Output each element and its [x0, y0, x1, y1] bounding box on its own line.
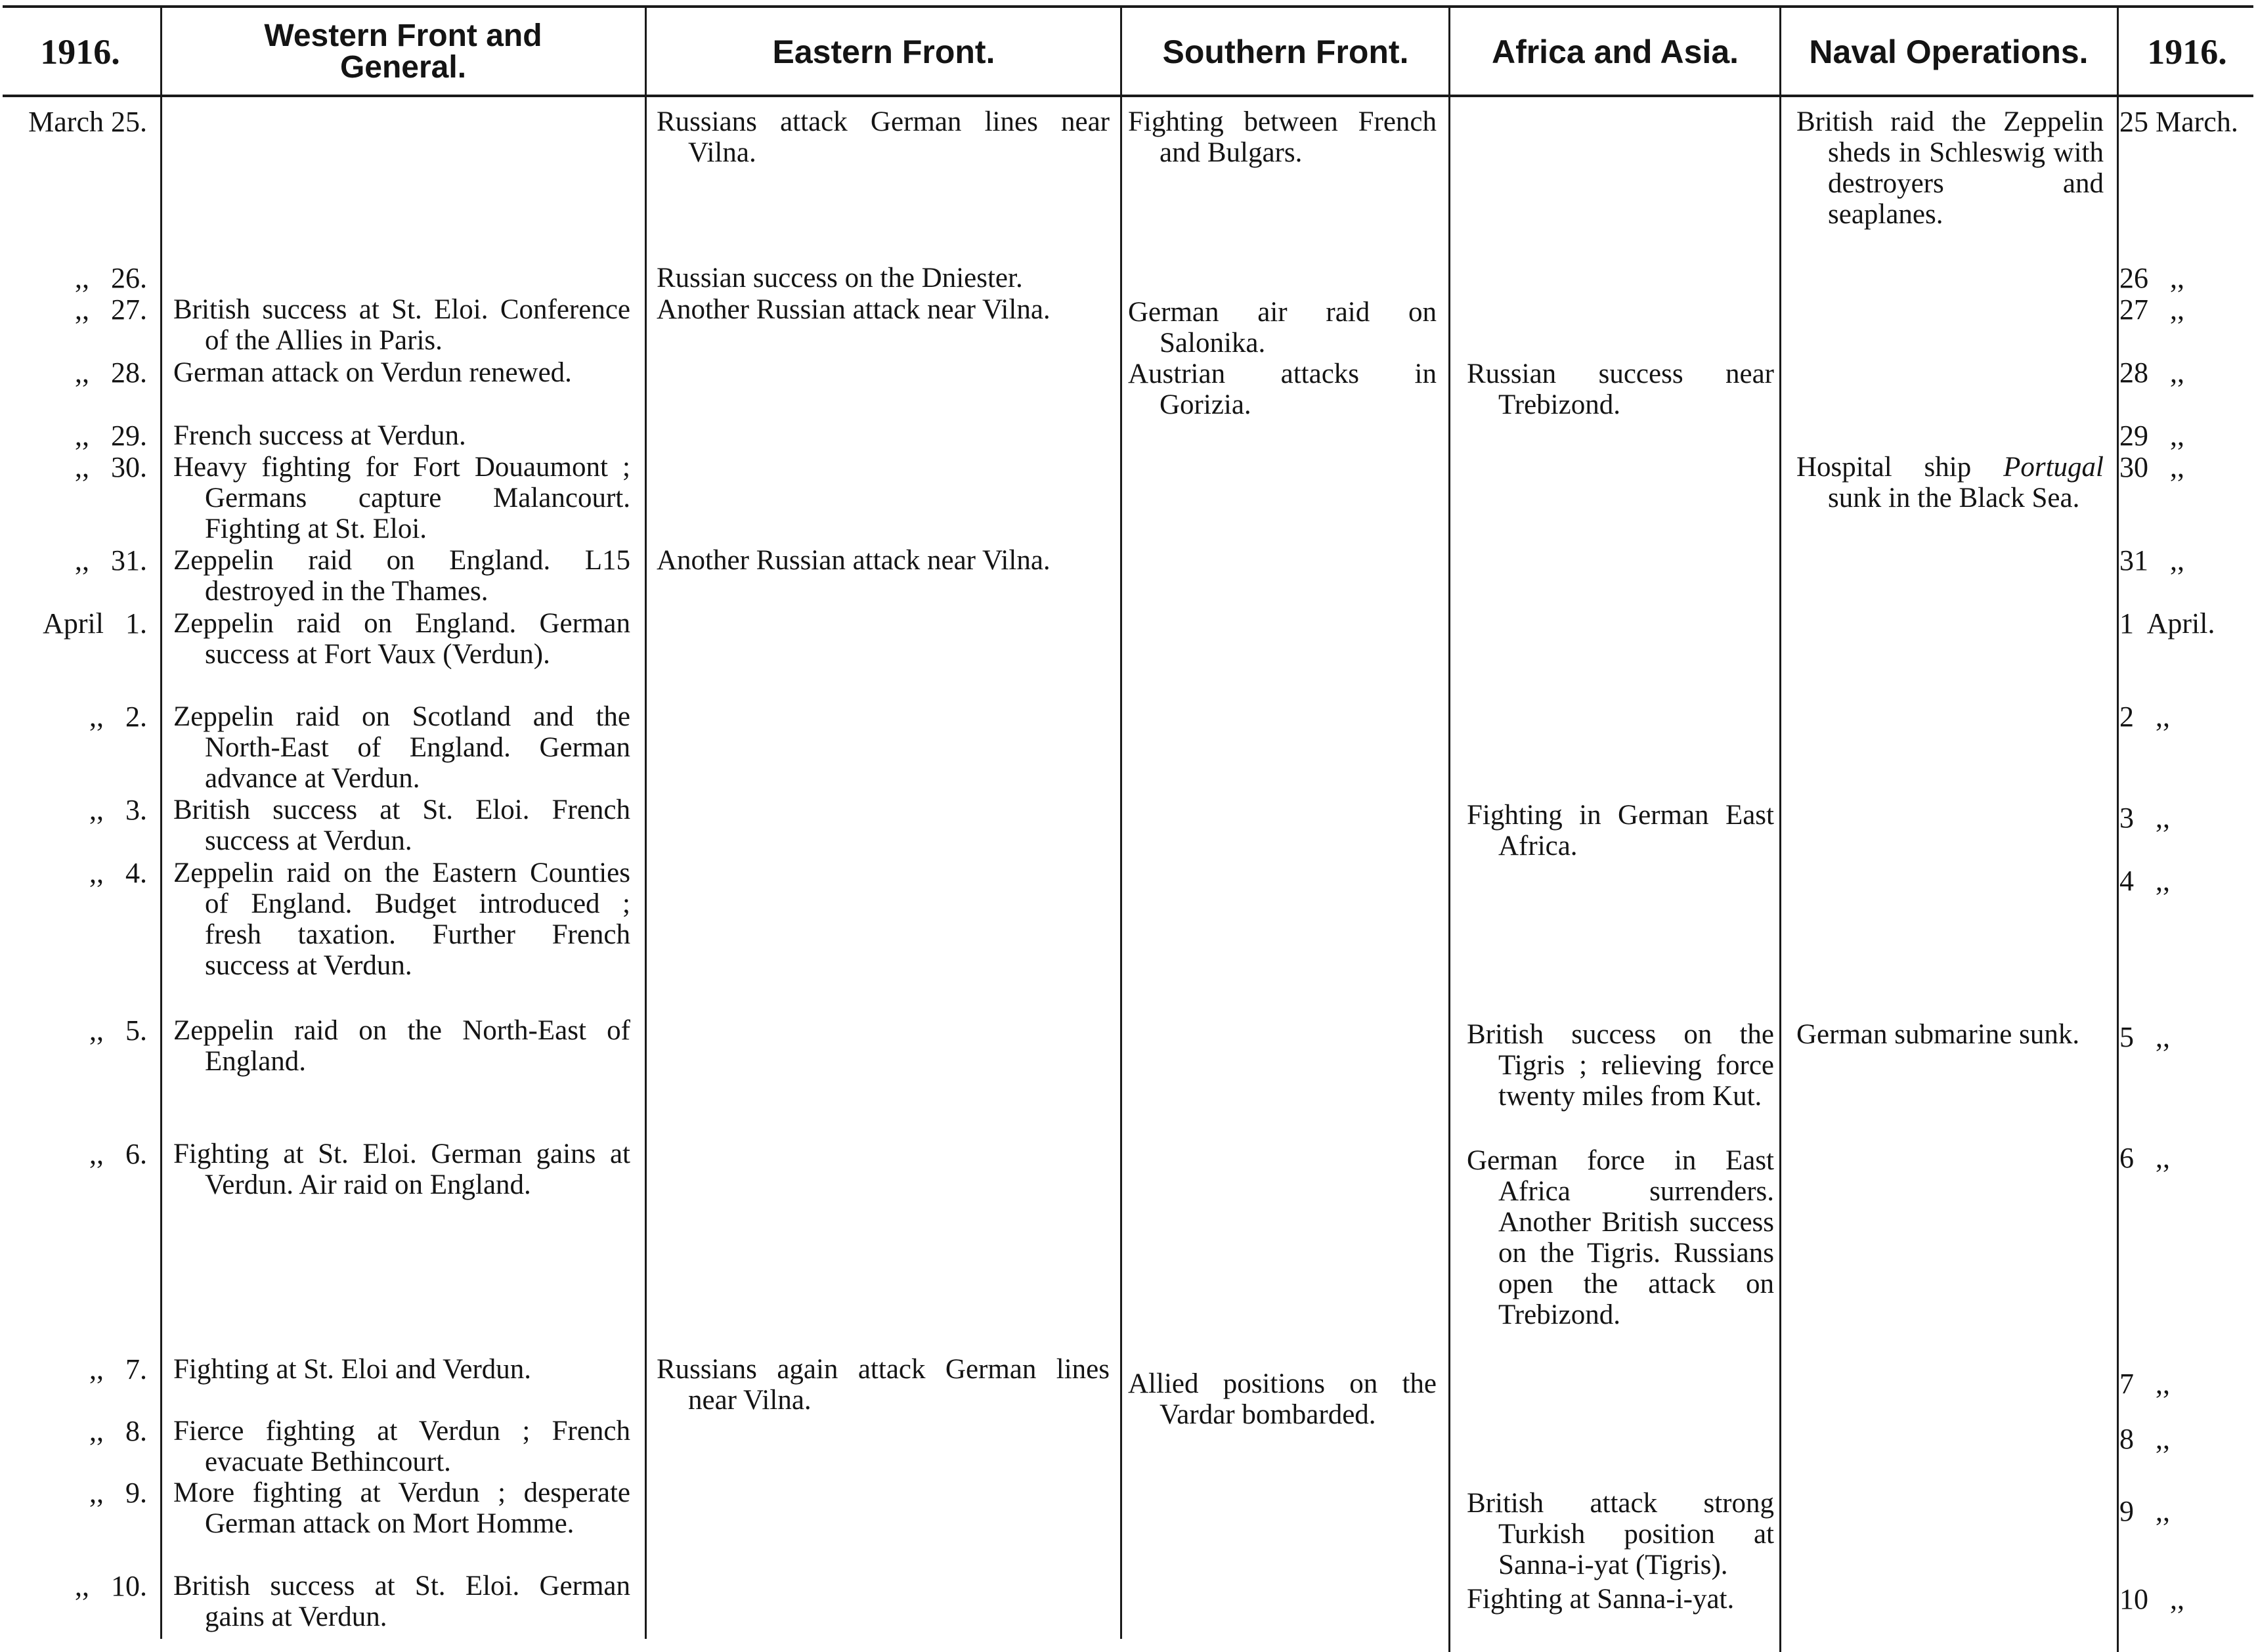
date-label-left: ,, 30.: [75, 451, 147, 483]
southern-entry: German air raid on Salonika.: [1128, 297, 1437, 359]
date-label-left: ,, 8.: [89, 1415, 147, 1447]
naval-entry: British raid the Zeppelin sheds in Schleswig with destroyers and seaplanes.: [1796, 106, 2104, 230]
western-entry: Zeppelin raid on the Eastern Counties of England. Budget introduced ; fresh taxation. Further French success at Verdun.: [173, 858, 630, 981]
eastern-entry: Russians again attack German lines near Vilna.: [657, 1354, 1110, 1416]
western-entry: Zeppelin raid on the North-East of England.: [173, 1015, 630, 1077]
date-label-left: ,, 3.: [89, 794, 147, 826]
western-entry: British success at St. Eloi. Conference of the Allies in Paris.: [173, 294, 630, 356]
africa-entry: Russian success near Trebizond.: [1467, 359, 1774, 420]
date-label-left: ,, 4.: [89, 857, 147, 889]
header-western-line2: General.: [339, 50, 467, 85]
column-rule-5: [1779, 5, 1781, 1652]
africa-entry: German force in East Africa surrenders. Another British success on the Tigris. Russians open the attack on Trebizond.: [1467, 1145, 1774, 1330]
header-rule: [3, 95, 2253, 97]
date-label-right: 7 ,,: [2119, 1368, 2170, 1400]
naval-entry: Hospital ship Portugal sunk in the Black Sea.: [1796, 452, 2104, 513]
date-label-right: 30 ,,: [2119, 451, 2184, 483]
column-rule-1: [160, 5, 162, 1639]
western-entry: German attack on Verdun renewed.: [173, 357, 572, 388]
southern-entry: Austrian attacks in Gorizia.: [1128, 359, 1437, 420]
header-eastern-front: Eastern Front.: [772, 33, 995, 70]
date-label-right: 8 ,,: [2119, 1423, 2170, 1455]
date-label-right: 1 April.: [2119, 607, 2215, 640]
header-year-left: 1916.: [40, 32, 120, 72]
header-naval-operations: Naval Operations.: [1809, 33, 2089, 70]
eastern-entry: Another Russian attack near Vilna.: [657, 545, 1051, 576]
date-label-right: 29 ,,: [2119, 420, 2184, 452]
western-entry: French success at Verdun.: [173, 420, 466, 451]
date-label-right: 3 ,,: [2119, 802, 2170, 834]
column-rule-3: [1120, 5, 1122, 1639]
eastern-entry: Another Russian attack near Vilna.: [657, 294, 1051, 325]
header-southern-front: Southern Front.: [1162, 33, 1409, 70]
header-africa-asia: Africa and Asia.: [1491, 33, 1739, 70]
africa-entry: British attack strong Turkish position at Sanna-i-yat (Tigris).: [1467, 1488, 1774, 1580]
date-label-right: 25 March.: [2119, 106, 2238, 138]
date-label-left: ,, 28.: [75, 357, 147, 389]
date-label-right: 27 ,,: [2119, 293, 2184, 326]
western-entry: More fighting at Verdun ; desperate German attack on Mort Homme.: [173, 1477, 630, 1539]
africa-entry: British success on the Tigris ; relieving force twenty miles from Kut.: [1467, 1019, 1774, 1112]
date-label-left: ,, 7.: [89, 1353, 147, 1385]
western-entry: Zeppelin raid on England. L15 destroyed in the Thames.: [173, 545, 630, 607]
date-label-left: ,, 5.: [89, 1014, 147, 1047]
date-label-right: 26 ,,: [2119, 262, 2184, 294]
column-rule-4: [1448, 5, 1450, 1652]
date-label-right: 28 ,,: [2119, 357, 2184, 389]
western-entry: Fierce fighting at Verdun ; French evacuate Bethincourt.: [173, 1416, 630, 1477]
africa-entry: Fighting at Sanna-i-yat.: [1467, 1584, 1735, 1615]
eastern-entry: Russian success on the Dniester.: [657, 263, 1023, 293]
header-western-front: [162, 13, 645, 91]
date-label-right: 5 ,,: [2119, 1021, 2170, 1053]
header-year-right: 1916.: [2147, 32, 2227, 72]
date-label-left: ,, 6.: [89, 1138, 147, 1170]
western-entry: British success at St. Eloi. French success at Verdun.: [173, 794, 630, 856]
date-label-left: March 25.: [28, 106, 147, 138]
naval-entry: German submarine sunk.: [1796, 1019, 2080, 1050]
date-label-left: ,, 2.: [89, 701, 147, 733]
date-label-left: ,, 26.: [75, 262, 147, 294]
date-label-right: 10 ,,: [2119, 1583, 2184, 1615]
africa-entry: Fighting in German East Africa.: [1467, 800, 1774, 861]
southern-entry: Fighting between French and Bulgars.: [1128, 106, 1437, 168]
date-label-left: ,, 31.: [75, 544, 147, 576]
date-label-left: ,, 27.: [75, 293, 147, 326]
southern-entry: Allied positions on the Vardar bombarded.: [1128, 1368, 1437, 1430]
western-entry: Zeppelin raid on England. German success at Fort Vaux (Verdun).: [173, 608, 630, 670]
date-label-right: 6 ,,: [2119, 1142, 2170, 1174]
date-label-right: 31 ,,: [2119, 544, 2184, 576]
column-rule-2: [645, 5, 647, 1639]
date-label-left: ,, 10.: [75, 1570, 147, 1602]
date-label-right: 2 ,,: [2119, 701, 2170, 733]
western-entry: Zeppelin raid on Scotland and the North-East of England. German advance at Verdun.: [173, 701, 630, 794]
western-entry: British success at St. Eloi. German gains at Verdun.: [173, 1571, 630, 1632]
date-label-left: ,, 9.: [89, 1477, 147, 1509]
western-entry: Heavy fighting for Fort Douaumont ; Germans capture Malancourt. Fighting at St. Eloi.: [173, 452, 630, 544]
date-label-left: ,, 29.: [75, 420, 147, 452]
date-label-right: 9 ,,: [2119, 1495, 2170, 1527]
western-entry: Fighting at St. Eloi. German gains at Verdun. Air raid on England.: [173, 1139, 630, 1200]
date-label-left: April 1.: [43, 607, 147, 640]
header-western-line1: Western Front and: [264, 18, 542, 53]
column-rule-6: [2117, 5, 2119, 1652]
eastern-entry: Russians attack German lines near Vilna.: [657, 106, 1110, 168]
date-label-right: 4 ,,: [2119, 865, 2170, 897]
top-rule: [3, 5, 2253, 8]
western-entry: Fighting at St. Eloi and Verdun.: [173, 1354, 532, 1385]
